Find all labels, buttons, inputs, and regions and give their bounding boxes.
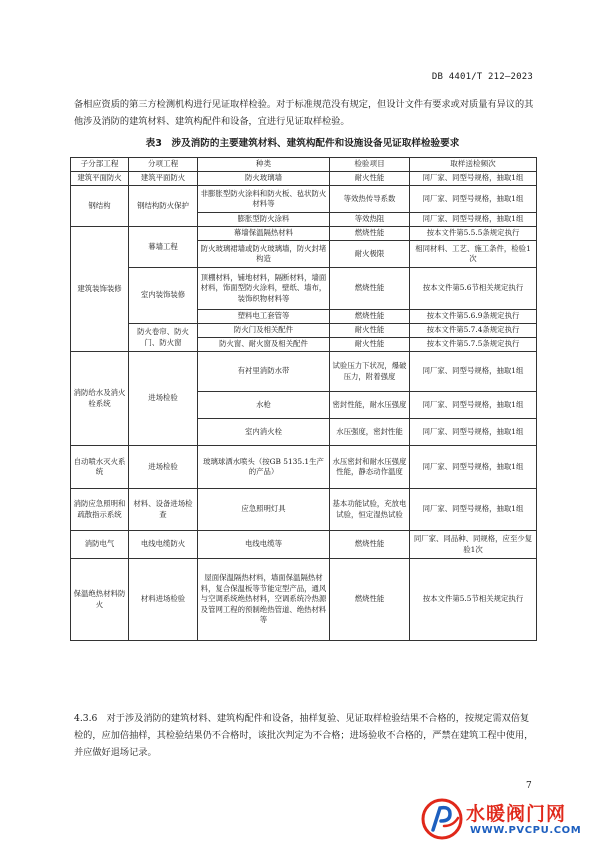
table-row: [71, 172, 537, 186]
table-row: [71, 324, 537, 338]
watermark: [420, 796, 598, 844]
table-row: [71, 186, 537, 213]
table-cell: 水压强度，密封性能: [330, 419, 410, 446]
table-title: 表3 涉及消防的主要建筑材料、建筑构配件和设施设备见证取样检验要求: [145, 138, 460, 149]
table-cell: 电线电缆等: [198, 531, 330, 559]
table-cell: 燃烧性能: [330, 559, 410, 641]
table-cell: 燃烧性能: [330, 310, 410, 324]
table-cell: 按本文件第5.5.5条规定执行: [410, 227, 537, 241]
watermark-url: WWW.PVCPU.COM: [470, 825, 582, 836]
table-cell: 同厂家、同品种、同规格，应至少复验1次: [410, 531, 537, 559]
table-cell: 按本文件第5.6.9条规定执行: [410, 310, 537, 324]
table-cell: 同厂家、同型号规格，抽取1组: [410, 489, 537, 531]
table-cell: 消防给水及消火栓系统: [71, 352, 129, 446]
table-row: [71, 559, 537, 641]
table-cell: 进场检验: [129, 352, 198, 446]
table-cell: 幕墙保温隔热材料: [198, 227, 330, 241]
table-cell: 耐火性能: [330, 338, 410, 352]
table-cell: 膨胀型防火涂料: [198, 213, 330, 227]
table-cell: 幕墙工程: [129, 227, 198, 268]
table-cell: 消防电气: [71, 531, 129, 559]
doc-code: DB 4401/T 212—2023: [431, 72, 533, 82]
table-cell: 同厂家、同型号规格，抽取1组: [410, 446, 537, 489]
table-cell: 密封性能，耐水压强度: [330, 392, 410, 419]
table-row: [71, 268, 537, 310]
table-cell: 材料进场检验: [129, 559, 198, 641]
table-cell: 自动喷水灭火系统: [71, 446, 129, 489]
table-cell: 室内装饰装修: [129, 268, 198, 324]
table-cell: 应急照明灯具: [198, 489, 330, 531]
table-cell: 燃烧性能: [330, 531, 410, 559]
table-cell: 同厂家、同型号规格，抽取1组: [410, 172, 537, 186]
watermark-logo-icon: [420, 796, 466, 842]
page-number: 7: [526, 781, 532, 791]
table-cell: 有衬里消防水带: [198, 352, 330, 392]
table-cell: 等效热阻: [330, 213, 410, 227]
table-cell: 按本文件第5.7.5条规定执行: [410, 338, 537, 352]
table-cell: 钢结构防火保护: [129, 186, 198, 227]
table-cell: 非膨胀型防火涂料和防火板、毡状防火材料等: [198, 186, 330, 213]
table-cell: 同厂家、同型号规格，抽取1组: [410, 213, 537, 227]
table-cell: 按本文件第5.6节相关规定执行: [410, 268, 537, 310]
table-cell: 燃烧性能: [330, 227, 410, 241]
watermark-text: 水暖阀门网: [466, 803, 567, 825]
table-row: [71, 227, 537, 241]
table-cell: 耐火极限: [330, 241, 410, 268]
table-cell: 保温绝热材料防火: [71, 559, 129, 641]
table-row: [71, 352, 537, 392]
clause-4-3-6: 4.3.6 对于涉及消防的建筑材料、建筑构配件和设备，抽样复验、见证取样检验结果不合格的，按规定需双倍复检的，应加倍抽样，其检验结果仍不合格时，该批次判定为不合格；进场验收不合格的，严禁在建筑工程中使用，并应做好退场记录。: [74, 713, 534, 758]
table-cell: 同厂家、同型号规格，抽取1组: [410, 392, 537, 419]
col-header: 分项工程: [129, 158, 198, 172]
table-row: [71, 489, 537, 531]
table-cell: 建筑平面防火: [71, 172, 129, 186]
table-cell: 玻璃球洒水喷头（按GB 5135.1生产的产品）: [198, 446, 330, 489]
table-cell: 水压密封和耐水压强度性能，静态动作温度: [330, 446, 410, 489]
table-cell: 同厂家、同型号规格，抽取1组: [410, 352, 537, 392]
table-cell: 同厂家、同型号规格，抽取1组: [410, 186, 537, 213]
spec-table: [70, 157, 537, 641]
table-cell: 电线电缆防火: [129, 531, 198, 559]
col-header: 种类: [198, 158, 330, 172]
table-cell: 防火玻璃裙墙或防火玻璃墙，防火封堵构造: [198, 241, 330, 268]
table-cell: 相同材料、工艺、施工条件，检验1次: [410, 241, 537, 268]
table-cell: 防火门及相关配件: [198, 324, 330, 338]
table-cell: 建筑平面防火: [129, 172, 198, 186]
table-cell: 按本文件第5.5节相关规定执行: [410, 559, 537, 641]
table-cell: 室内消火栓: [198, 419, 330, 446]
table-row: [71, 531, 537, 559]
table-cell: 水枪: [198, 392, 330, 419]
table-cell: 同厂家、同型号规格，抽取1组: [410, 419, 537, 446]
table-cell: 基本功能试验，充放电试验，恒定湿热试验: [330, 489, 410, 531]
table-header-row: [71, 158, 537, 172]
table-cell: 顶棚材料，铺地材料，隔断材料，墙面材料，饰面型防火涂料，壁纸、墙布，装饰织物材料等: [198, 268, 330, 310]
table-cell: 进场检验: [129, 446, 198, 489]
table-cell: 防火玻璃墙: [198, 172, 330, 186]
col-header: 子分部工程: [71, 158, 129, 172]
table-cell: 耐火性能: [330, 172, 410, 186]
table-cell: 防火卷帘、防火门、防火窗: [129, 324, 198, 352]
table-cell: 试验压力下状况，爆破压力，附着强度: [330, 352, 410, 392]
table-cell: 耐火性能: [330, 324, 410, 338]
col-header: 检验项目: [330, 158, 410, 172]
intro-paragraph: 备相应资质的第三方检测机构进行见证取样检验。对于标准规范没有规定，但设计文件有要求或对质量有异议的其他涉及消防的建筑材料、建筑构配件和设备，宜进行见证取样检验。: [74, 99, 534, 127]
table-cell: 钢结构: [71, 186, 129, 227]
table-cell: 材料、设备进场检查: [129, 489, 198, 531]
table-cell: 消防应急照明和疏散指示系统: [71, 489, 129, 531]
col-header: 取样送检频次: [410, 158, 537, 172]
table-row: [71, 446, 537, 489]
table-cell: 燃烧性能: [330, 268, 410, 310]
table-cell: 按本文件第5.7.4条规定执行: [410, 324, 537, 338]
table-cell: 等效热传导系数: [330, 186, 410, 213]
table-cell: 塑料电工套管等: [198, 310, 330, 324]
table-cell: 屋面保温隔热材料，墙面保温隔热材料，复合保温板等节能定型产品，通风与空调系统绝热材料，空调系统冷热源及管网工程的预制绝热管道、绝热材料等: [198, 559, 330, 641]
table-cell: 建筑装饰装修: [71, 227, 129, 352]
table-cell: 防火窗、耐火窗及相关配件: [198, 338, 330, 352]
